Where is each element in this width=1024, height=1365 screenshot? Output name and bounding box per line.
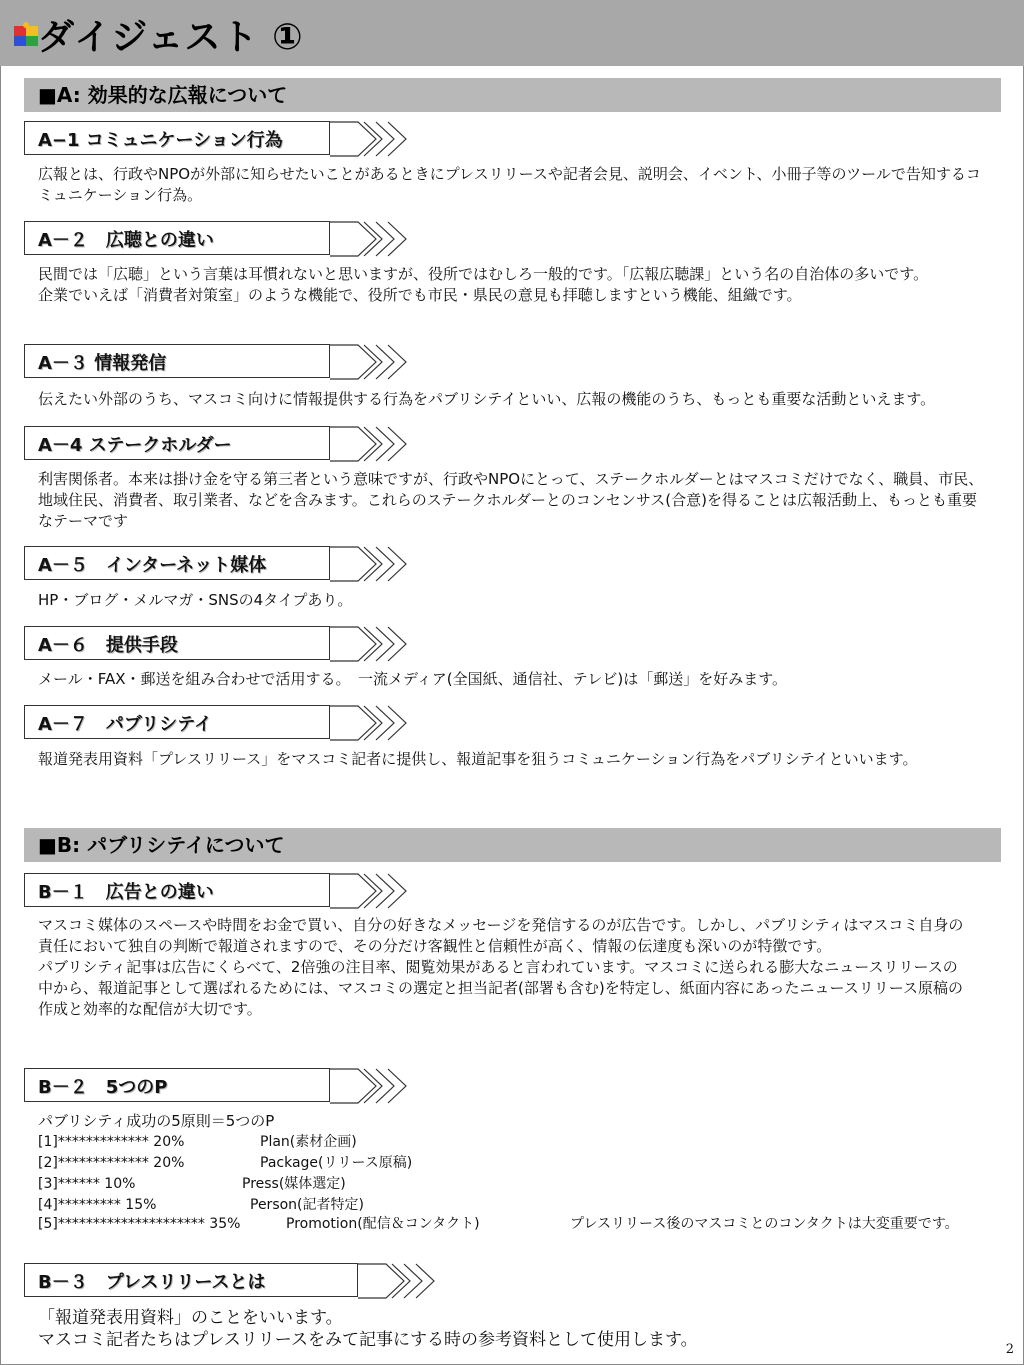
heading-a2-label: A－２ 広聴との違い (38, 230, 214, 251)
b3-body: 「報道発表用資料」のことをいいます。 マスコミ記者たちはプレスリリースをみて記事にする時の参考資料として使用します。 (38, 1308, 698, 1350)
page-number: 2 (1005, 1342, 1014, 1357)
chevron-arrow-icon (330, 344, 410, 380)
a1-body: 広報とは、行政やNPOが外部に知らせたいことがあるときにプレスリリースや記者会見、説明会、イベント、小冊子等のツールで告知するコミュニケーション行為。 (38, 165, 981, 204)
heading-a3-label: A－３ 情報発信 (38, 353, 167, 374)
heading-a7-label: A－７ パブリシテイ (38, 714, 212, 735)
chevron-arrow-icon (330, 426, 410, 462)
title-bar (0, 0, 1024, 66)
b2-intro: パブリシティ成功の5原則＝5つのP (38, 1112, 275, 1130)
a3-body: 伝えたい外部のうち、マスコミ向けに情報提供する行為をパブリシテイといい、広報の機能のうち、もっとも重要な活動といえます。 (38, 390, 936, 408)
chevron-arrow-icon (330, 705, 410, 741)
section-a-bar: ■A: 効果的な広報について (24, 78, 1001, 112)
heading-a4-label: A－4 ステークホルダー (38, 435, 232, 456)
heading-b3-label: B－３ プレスリリースとは (38, 1272, 266, 1293)
chevron-arrow-icon (330, 873, 410, 909)
chevron-arrow-icon (358, 1263, 438, 1299)
heading-a6-label: A－６ 提供手段 (38, 635, 178, 656)
heading-a1-label: A−1 コミュニケーション行為 (38, 130, 283, 151)
a5-body: HP・ブログ・メルマガ・SNSの4タイプあり。 (38, 591, 353, 609)
chevron-arrow-icon (330, 626, 410, 662)
heading-a5-label: A－５ インターネット媒体 (38, 555, 267, 576)
a4-body: 利害関係者。本来は掛け金を守る第三者という意味ですが、行政やNPOにとって、ステークホルダーとはマスコミだけでなく、職員、市民、地域住民、消費者、取引業者、などを含みます。これらのステークホルダーとのコンセンサス(合意)を得ることは広報活動上、もっとも重要なテーマです (38, 470, 984, 530)
a7-body: 報道発表用資料「プレスリリース」をマスコミ記者に提供し、報道記事を狙うコミュニケーション行為をパブリシテイといいます。 (38, 750, 918, 768)
page-title: ダイジェスト ① (38, 17, 304, 58)
b1-body: マスコミ媒体のスペースや時間をお金で買い、自分の好きなメッセージを発信するのが広告です。しかし、パブリシティはマスコミ自身の責任において独自の判断で報道されますので、その分だけ客観性と信頼性が高く、情報の伝達度も深いのが特徴です。 パブリシティ記事は広告にくらべて、2倍強の注目率、閲覧効果があると言われています。マスコミに送られる膨大なニュースリリースの中から、報道記事として選ばれるためには、マスコミの選定と担当記者(部署も含む)を特定し、紙面内容にあったニュースリリース原稿の作成と効率的な配信が大切です。 (38, 916, 964, 1018)
chevron-arrow-icon (330, 221, 410, 257)
a6-body: メール・FAX・郵送を組み合わせで活用する。 一流メディア(全国紙、通信社、テレビ)は「郵送」を好みます。 (38, 670, 787, 688)
chevron-arrow-icon (330, 1068, 410, 1104)
heading-b2-label: B－２ 5つのP (38, 1077, 168, 1098)
section-b-bar: ■B: パブリシテイについて (24, 828, 1001, 862)
chevron-arrow-icon (330, 546, 410, 582)
contact-note: プレスリリース後のマスコミとのコンタクトは大変重要です。 (570, 1216, 959, 1232)
a2-body: 民間では「広聴」という言葉は耳慣れないと思いますが、役所ではむしろ一般的です。「広報広聴課」という名の自治体の多いです。 企業でいえば「消費者対策室」のような機能で、役所でも市民・県民の意見も拝聴しますという機能、組織です。 (38, 265, 929, 304)
heading-b1-label: B－１ 広告との違い (38, 882, 214, 903)
chevron-arrow-icon (330, 121, 410, 157)
